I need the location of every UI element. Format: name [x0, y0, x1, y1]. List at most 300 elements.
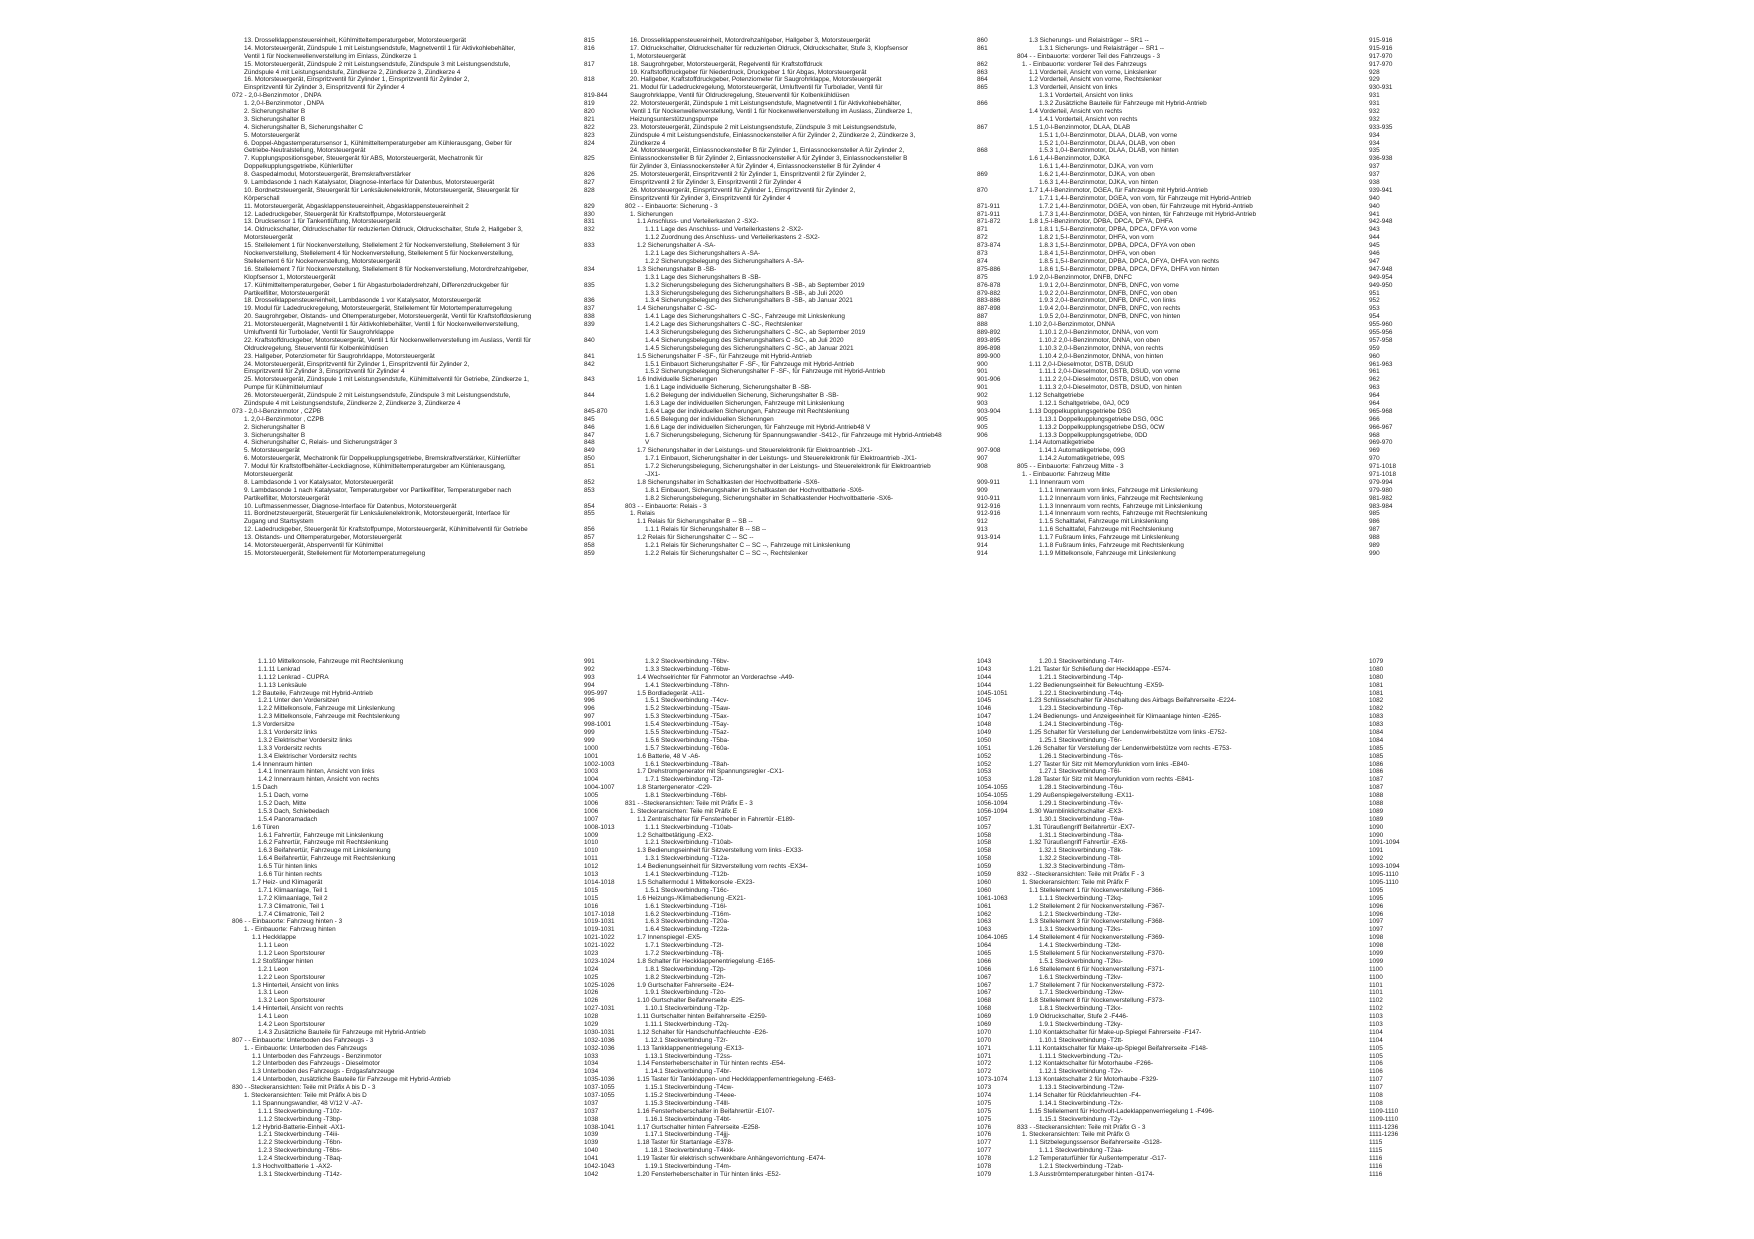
- toc-entry-page: 842: [584, 360, 595, 368]
- toc-entry-page: 873-874: [977, 242, 1001, 250]
- toc-entry-page: 995-997: [584, 689, 608, 697]
- toc-entry-page: 1103: [1369, 1020, 1383, 1028]
- toc-entry-page: 1032-1036: [584, 1044, 615, 1052]
- toc-entry-title: 1.8 Startergenerator -C29-: [637, 784, 712, 792]
- toc-entry: [1017, 187, 1417, 195]
- toc-entry-page: 822: [584, 123, 595, 131]
- toc-entry: [1017, 839, 1417, 847]
- toc-entry-page: 1043: [977, 665, 992, 673]
- toc-entry: [1017, 1171, 1417, 1179]
- toc-entry-page: 1111-1236: [1369, 1131, 1399, 1139]
- toc-entry-page: 1080: [1369, 665, 1384, 673]
- toc-entry-page: 1043: [977, 658, 992, 665]
- toc-entry: [1017, 989, 1417, 997]
- toc-entry-page: 913: [977, 526, 988, 534]
- toc-entry-page: 820: [584, 108, 595, 116]
- toc-entry-title: 1. Steckeransichten: Teile mit Präfix A bis D: [244, 1091, 367, 1099]
- toc-entry-page: 1021-1022: [584, 942, 615, 950]
- toc-entry: [1017, 1155, 1417, 1163]
- toc-entry: [232, 526, 627, 534]
- toc-entry: [1017, 713, 1417, 721]
- toc-entry-title: 1.7.2 Klimaanlage, Teil 2: [258, 894, 328, 902]
- toc-entry-page: 954: [1369, 313, 1380, 321]
- toc-entry-page: 955-960: [1369, 321, 1393, 329]
- toc-entry: [1017, 61, 1417, 69]
- toc-entry-page: 893-895: [977, 336, 1001, 344]
- toc-entry-title: 2. Sicherungshalter B: [244, 108, 306, 116]
- toc-entry-page: 868: [977, 147, 988, 155]
- toc-entry: [1017, 234, 1417, 242]
- toc-entry-title: 1.1.1 Leon: [258, 942, 289, 950]
- toc-entry-page: 971-1018: [1369, 470, 1397, 478]
- toc-entry-title: 1.7.1 1,4-l-Benzinmotor, DGEA, von vorn, für Fahrzeuge mit Hybrid-Antrieb: [1039, 194, 1252, 202]
- toc-entry-page: 865: [977, 84, 988, 92]
- toc-entry-page: 901: [977, 384, 988, 392]
- toc-entry: [625, 713, 1020, 721]
- toc-entry: [232, 408, 627, 416]
- toc-entry: [232, 784, 627, 792]
- toc-entry-title: 1.17 Gurtschalter hinten Fahrerseite -E258-: [637, 1123, 761, 1131]
- toc-entry: [625, 376, 1020, 384]
- toc-entry-title: 1.1 Spannungswandler, 48 V/12 V -A7-: [252, 1099, 363, 1107]
- toc-entry-page: 874: [977, 257, 988, 265]
- toc-entry: [232, 1092, 627, 1100]
- toc-entry-title: 1.7 Sicherungshalter in der Leistungs- und Steuerelektronik für Elektroantrieb -JX1-: [637, 447, 873, 455]
- toc-entry-title: 1.2 Bauteile, Fahrzeuge mit Hybrid-Antrieb: [252, 689, 373, 697]
- toc-entry: [625, 368, 1020, 376]
- toc-entry: [625, 424, 1020, 432]
- toc-entry-title: 1.3.1 Leon: [258, 989, 289, 997]
- toc-entry-title: 1.10 2,0-l-Benzinmotor, DNNA: [1029, 321, 1115, 329]
- toc-entry-title: 1.2 Vorderteil, Ansicht von vorne, Rechtslenker: [1029, 76, 1162, 84]
- toc-entry: [625, 737, 1020, 745]
- toc-entry-title: 1.1.2 Steckverbindung -T3bp-: [258, 1115, 343, 1123]
- toc-entry-title: 1.32.3 Steckverbindung -T8m-: [1039, 863, 1125, 871]
- toc-entry-title: 26. Motorsteuergerät, Einspritzventil für Zylinder 1, Einspritzventil für Zylinder 2,: [630, 186, 856, 194]
- toc-entry-title: 13. Drucksensor 1 für Tankentlüftung, Motorsteuergerät: [244, 218, 401, 226]
- toc-entry-page: 1097: [1369, 926, 1384, 934]
- toc-entry-page: 833: [584, 242, 595, 250]
- toc-entry-page: 1077: [977, 1139, 992, 1147]
- toc-entry: [1017, 329, 1417, 337]
- toc-entry: [1017, 408, 1417, 416]
- toc-entry-page: 1019-1031: [584, 918, 615, 926]
- toc-entry: [232, 713, 627, 721]
- toc-entry-title: 1.25.1 Steckverbindung -T6r-: [1039, 736, 1122, 744]
- toc-entry: [1017, 1147, 1417, 1155]
- toc-entry-title: 1.2.2 Mittelkonsole, Fahrzeuge mit Linkslenkung: [258, 705, 395, 713]
- toc-entry: [1017, 100, 1417, 108]
- toc-entry-title: 1.21.1 Steckverbindung -T4p-: [1039, 673, 1124, 681]
- toc-entry: [625, 163, 1020, 171]
- toc-entry: [1017, 958, 1417, 966]
- toc-entry-title: 831 - -Steckeransichten: Teile mit Präfix E - 3: [625, 800, 753, 808]
- toc-entry-title: 1.9 Öldruckschalter, Stufe 2 -F446-: [1029, 1013, 1129, 1021]
- toc-entry: [232, 211, 627, 219]
- toc-entry: [1017, 171, 1417, 179]
- toc-entry-page: 1115: [1369, 1139, 1383, 1147]
- toc-entry: [625, 187, 1020, 195]
- toc-entry-title: 8. Lambdasonde 1 vor Katalysator, Motorsteuergerät: [244, 478, 394, 486]
- toc-entry: [232, 1005, 627, 1013]
- toc-entry-page: 823: [584, 131, 595, 139]
- toc-entry-page: 1059: [977, 871, 992, 879]
- toc-entry-page: 940: [1369, 202, 1380, 210]
- toc-entry-page: 1079: [977, 1170, 992, 1178]
- toc-entry-page: 915-916: [1369, 37, 1393, 44]
- toc-entry-page: 1050: [977, 736, 992, 744]
- toc-entry-title: 6. Doppel-Abgastemperatursensor 1, Kühlmitteltemperaturgeber am Kühlerausgang, Geber für: [244, 139, 512, 147]
- toc-entry: [625, 966, 1020, 974]
- toc-entry: [232, 887, 627, 895]
- toc-entry: [232, 1116, 627, 1124]
- toc-entry-page: 1078: [977, 1163, 992, 1170]
- toc-entry: [625, 1116, 1020, 1124]
- toc-entry-page: 936-938: [1369, 155, 1393, 163]
- toc-entry-page: 1047: [977, 713, 992, 721]
- toc-entry: [1017, 1060, 1417, 1068]
- toc-entry-title: 1.2.2 Leon Sportstourer: [258, 973, 326, 981]
- toc-entry-page: 1071: [977, 1044, 992, 1052]
- toc-entry-page: 1016: [584, 902, 599, 910]
- toc-entry-title: 1.3 Hinterteil, Ansicht von links: [252, 981, 339, 989]
- toc-entry-title: 833 - -Steckeransichten: Teile mit Präfix G - 3: [1017, 1123, 1146, 1131]
- toc-entry: [232, 329, 627, 337]
- toc-entry-title: 1.1.1 Lage des Anschluss- und Verteilerkastens 2 -SX2-: [645, 226, 804, 234]
- toc-entry-title: 1.14.2 Automatikgetriebe, 09S: [1039, 455, 1125, 463]
- toc-entry-title: 1.7 Drehstromgenerator mit Spannungsregler -CX1-: [637, 768, 785, 776]
- toc-entry-title: 1.1.4 Innenraum vorn rechts, Fahrzeuge mit Rechtslenkung: [1039, 510, 1208, 518]
- toc-entry-title: 1.5 Sicherungshalter F -SF-, für Fahrzeuge mit Hybrid-Antrieb: [637, 352, 812, 360]
- toc-entry-title: 807 - - Einbauorte: Unterboden des Fahrzeugs - 3: [232, 1036, 374, 1044]
- toc-entry: [625, 211, 1020, 219]
- toc-entry: [625, 800, 1020, 808]
- toc-entry: [232, 534, 627, 542]
- toc-entry-page: 1074: [977, 1091, 992, 1099]
- toc-entry: [232, 1100, 627, 1108]
- toc-entry-title: Getriebe-Neutralstellung, Motorsteuergerät: [244, 147, 366, 155]
- toc-entry-title: Partikelfilter, Motorsteuergerät: [244, 289, 330, 297]
- toc-entry: [1017, 682, 1417, 690]
- toc-entry-page: 1040: [584, 1147, 599, 1155]
- toc-entry-title: 1.17.1 Steckverbindung -T4jjj-: [645, 1131, 730, 1139]
- toc-entry: [1017, 705, 1417, 713]
- toc-entry-title: 1.10.3 2,0-l-Benzinmotor, DNNA, von rechts: [1039, 344, 1164, 352]
- toc-entry: [625, 911, 1020, 919]
- toc-entry-title: 1.6 1,4-l-Benzinmotor, DJKA: [1029, 155, 1110, 163]
- toc-entry-page: 1084: [1369, 729, 1384, 737]
- toc-entry-page: 965-968: [1369, 407, 1393, 415]
- toc-entry-title: 1.8 Sicherungshalter im Schaltkasten der Hochvoltbatterie -SX6-: [637, 478, 820, 486]
- toc-entry: [625, 108, 1020, 116]
- toc-entry-page: 934: [1369, 139, 1380, 147]
- toc-entry-page: 945: [1369, 242, 1380, 250]
- toc-entry-title: 1.15 Taster für Tankklappen- und Heckklappenfernentriegelung -E463-: [637, 1076, 836, 1084]
- toc-entry: [625, 1084, 1020, 1092]
- toc-entry: [625, 1147, 1020, 1155]
- toc-entry-page: 832: [584, 226, 595, 234]
- toc-entry-title: 1.1.1 Steckverbindung -T2kq-: [1039, 894, 1123, 902]
- toc-entry-title: Heizungsunterstützungspumpe: [630, 115, 719, 123]
- toc-column-top-1: [232, 37, 627, 582]
- toc-entry: [232, 439, 627, 447]
- toc-entry-page: 1104: [1369, 1036, 1383, 1044]
- toc-entry-title: Motorsteuergerät: [244, 234, 293, 242]
- toc-entry-page: 1107: [1369, 1076, 1383, 1084]
- toc-entry-title: 1.4 Wechselrichter für Fahrmotor an Vorderachse -A49-: [637, 673, 795, 681]
- toc-entry-page: 901: [977, 368, 988, 376]
- toc-entry: [232, 171, 627, 179]
- toc-entry: [1017, 416, 1417, 424]
- toc-entry-page: 1006: [584, 800, 599, 808]
- toc-entry-title: 1.4.1 Leon: [258, 1013, 289, 1021]
- toc-entry-title: 1.2.2 Relais für Sicherungshalter C -- SC --, Rechtslenker: [645, 549, 808, 557]
- toc-entry-page: 1034: [584, 1060, 599, 1068]
- toc-entry: [1017, 203, 1417, 211]
- toc-entry: [625, 1037, 1020, 1045]
- toc-entry-title: 1.13.1 Steckverbindung -T2w-: [1039, 1084, 1125, 1092]
- toc-entry: [232, 871, 627, 879]
- toc-entry-title: 1. - Einbauorte: Unterboden des Fahrzeugs: [244, 1044, 367, 1052]
- toc-entry: [1017, 424, 1417, 432]
- toc-entry-page: 1089: [1369, 807, 1384, 815]
- toc-entry: [625, 345, 1020, 353]
- toc-entry-page: 953: [1369, 305, 1380, 313]
- toc-entry: [625, 471, 1020, 479]
- toc-entry-page: 1061: [977, 902, 992, 910]
- toc-entry-page: 991: [584, 658, 595, 665]
- toc-entry-title: 1.8.1 Steckverbindung -T2p-: [645, 965, 726, 973]
- toc-entry-title: 1.6.4 Steckverbindung -T22a-: [645, 926, 730, 934]
- toc-entry-page: 987: [1369, 526, 1380, 534]
- toc-entry-page: 1038: [584, 1115, 599, 1123]
- toc-entry: [625, 147, 1020, 155]
- toc-entry-title: 1.5.4 Steckverbindung -T5ay-: [645, 721, 729, 729]
- toc-entry: [1017, 753, 1417, 761]
- toc-entry-page: 863: [977, 68, 988, 76]
- toc-entry: [625, 69, 1020, 77]
- toc-entry: [1017, 903, 1417, 911]
- toc-entry-title: 1.3 Vordersitze: [252, 721, 295, 729]
- toc-entry-title: 1.15.2 Steckverbindung -T4eee-: [645, 1091, 737, 1099]
- toc-entry-title: 1, Motorsteuergerät: [630, 52, 686, 60]
- toc-entry-title: 1.12.1 Steckverbindung -T2r-: [645, 1036, 728, 1044]
- toc-entry: [232, 690, 627, 698]
- toc-entry-title: 1.6.3 Steckverbindung -T20a-: [645, 918, 730, 926]
- toc-entry: [1017, 926, 1417, 934]
- toc-entry-title: 1.14.1 Steckverbindung -T2x-: [1039, 1099, 1123, 1107]
- toc-entry: [625, 37, 1020, 45]
- toc-entry-title: 1.6.2 Steckverbindung -T16m-: [645, 910, 731, 918]
- toc-entry-title: 1.8.5 1,5-l-Benzinmotor, DPBA, DPCA, DFYA, DHFA von rechts: [1039, 257, 1219, 265]
- toc-entry-page: 1115: [1369, 1147, 1383, 1155]
- toc-entry-title: 1.4.2 Lage des Sicherungshalters C -SC-, Rechtslenker: [645, 321, 803, 329]
- toc-entry: [232, 903, 627, 911]
- toc-entry-title: 1.28.1 Steckverbindung -T6u-: [1039, 784, 1124, 792]
- toc-entry: [232, 179, 627, 187]
- toc-entry-title: 1.6.1 1,4-l-Benzinmotor, DJKA, von vorn: [1039, 163, 1154, 171]
- toc-entry-title: 1.8.1 Steckverbindung -T6bl-: [645, 792, 728, 800]
- toc-entry-title: 1.2.1 Lage des Sicherungshalters A -SA-: [645, 250, 761, 258]
- toc-entry: [232, 958, 627, 966]
- toc-entry-title: 1.5 Bordladegerät -A11-: [637, 689, 705, 697]
- toc-entry-page: 907: [977, 455, 988, 463]
- toc-entry-title: 1.7.1 Steckverbindung -T2l-: [645, 776, 724, 784]
- toc-entry: [232, 1171, 627, 1179]
- toc-entry-title: 1. - Einbauorte: Fahrzeug hinten: [244, 926, 336, 934]
- toc-entry-title: 1.2 Temperaturfühler für Außentemperatur -G17-: [1029, 1155, 1167, 1163]
- toc-entry: [232, 305, 627, 313]
- toc-entry-title: 1.1.2 Innenraum vorn links, Fahrzeuge mit Rechtslenkung: [1039, 494, 1203, 502]
- toc-entry-page: 1063: [977, 918, 992, 926]
- toc-entry: [625, 282, 1020, 290]
- toc-entry-page: 1034: [584, 1068, 599, 1076]
- toc-entry-page: 909: [977, 486, 988, 494]
- toc-entry-title: Motorsteuergerät: [244, 470, 293, 478]
- toc-entry-page: 834: [584, 265, 595, 273]
- toc-entry-page: 902: [977, 392, 988, 400]
- toc-entry-title: 1.21 Taster für Schließung der Heckklappe -E574-: [1029, 665, 1171, 673]
- toc-entry: [1017, 503, 1417, 511]
- toc-entry: [625, 1092, 1020, 1100]
- toc-entry-title: 1.3.1 Steckverbindung -T14z-: [258, 1170, 342, 1178]
- toc-entry-title: 806 - - Einbauorte: Fahrzeug hinten - 3: [232, 918, 343, 926]
- toc-entry-title: 1.1.1 Innenraum vorn links, Fahrzeuge mit Linkslenkung: [1039, 486, 1198, 494]
- toc-entry-page: 862: [977, 60, 988, 68]
- toc-entry-title: 1.1.1 Steckverbindung -T10ab-: [645, 823, 733, 831]
- toc-entry: [232, 297, 627, 305]
- toc-entry: [1017, 863, 1417, 871]
- toc-entry: [1017, 250, 1417, 258]
- toc-entry: [625, 542, 1020, 550]
- toc-entry-title: 1.3.2 Zusätzliche Bauteile für Fahrzeuge mit Hybrid-Antrieb: [1039, 100, 1207, 108]
- toc-entry-page: 1007: [584, 815, 599, 823]
- toc-entry-page: 1060: [977, 878, 992, 886]
- toc-entry-title: 1.25 Schalter für Verstellung der Lendenwirbelstütze vorn links -E752-: [1029, 729, 1227, 737]
- toc-entry-page: 1068: [977, 997, 992, 1005]
- toc-entry-title: 1.24.1 Steckverbindung -T6g-: [1039, 721, 1124, 729]
- toc-entry: [1017, 368, 1417, 376]
- toc-entry-title: 15. Motorsteuergerät, Stellelement für Motortemperaturregelung: [244, 549, 426, 557]
- toc-entry-title: 1.13 Doppelkupplungsgetriebe DSG: [1029, 407, 1132, 415]
- toc-entry: [1017, 997, 1417, 1005]
- toc-entry-page: 1086: [1369, 760, 1384, 768]
- toc-entry: [1017, 195, 1417, 203]
- toc-entry-page: 1052: [977, 752, 992, 760]
- toc-entry-title: 1.13.1 Steckverbindung -T2ss-: [645, 1052, 733, 1060]
- toc-entry-title: 9. Lambdasonde 1 nach Katalysator, Temperaturgeber vor Partikelfilter, Temperaturgeber nach: [244, 486, 512, 494]
- toc-entry: [1017, 982, 1417, 990]
- toc-entry: [1017, 800, 1417, 808]
- toc-entry: [232, 966, 627, 974]
- toc-entry-title: 1.3.1 Steckverbindung -T12a-: [645, 855, 730, 863]
- toc-entry-page: 1001: [584, 752, 599, 760]
- toc-entry-title: 1.9.2 2,0-l-Benzinmotor, DNFB, DNFC, von oben: [1039, 289, 1178, 297]
- toc-entry-page: 1037: [584, 1099, 599, 1107]
- toc-entry: [1017, 934, 1417, 942]
- toc-entry-page: 909-911: [977, 478, 1000, 486]
- toc-entry: [232, 808, 627, 816]
- toc-entry-title: 1.14.1 Automatikgetriebe, 09G: [1039, 447, 1126, 455]
- toc-entry-page: 962: [1369, 376, 1380, 384]
- toc-entry-page: 872: [977, 234, 988, 242]
- toc-entry-page: 1106: [1369, 1068, 1383, 1076]
- toc-entry: [625, 400, 1020, 408]
- toc-entry-title: 803 - - Einbauorte: Relais - 3: [625, 502, 707, 510]
- toc-entry-title: 1.7.1 Einbauort, Sicherungshalter in der Leistungs- und Steuerelektronik für Elektroantrieb -JX1-: [645, 455, 917, 463]
- toc-entry-title: 1.6.6 Tür hinten rechts: [258, 871, 322, 879]
- toc-entry-page: 1056-1094: [977, 807, 1008, 815]
- toc-entry: [232, 1060, 627, 1068]
- toc-entry-page: 1116: [1369, 1170, 1383, 1178]
- toc-entry: [232, 942, 627, 950]
- toc-entry-title: 1.16.1 Steckverbindung -T4bt-: [645, 1115, 731, 1123]
- toc-entry-title: 1.2 Stellelement 2 für Nockenverstellung -F367-: [1029, 902, 1165, 910]
- toc-entry: [625, 274, 1020, 282]
- toc-entry-page: 1095: [1369, 894, 1384, 902]
- toc-entry-page: 955-956: [1369, 328, 1393, 336]
- toc-entry-title: 1.1.6 Schalttafel, Fahrzeuge mit Rechtslenkung: [1039, 526, 1174, 534]
- toc-entry-title: 1.4.5 Sicherungsbelegung des Sicherungshalters C -SC-, ab Januar 2021: [645, 344, 854, 352]
- toc-entry: [232, 1155, 627, 1163]
- toc-entry-title: 24. Motorsteuergerät, Einlassnockensteller B für Zylinder 1, Einlassnockensteller A für Zylinder 2,: [630, 147, 905, 155]
- toc-entry-page: 1015: [584, 886, 599, 894]
- toc-entry-title: 1.30 Warnblinklichtschalter -EX3-: [1029, 807, 1124, 815]
- toc-entry-title: -JX1-: [645, 470, 661, 478]
- toc-entry: [625, 768, 1020, 776]
- toc-entry-title: Öldruckregelung, Steuerventil für Kolbenkühldüsen: [244, 344, 389, 352]
- toc-entry-title: 1.2 Hybrid-Batterie-Einheit -AX1-: [252, 1123, 346, 1131]
- toc-entry: [625, 140, 1020, 148]
- toc-entry: [625, 439, 1020, 447]
- toc-entry-title: 1.6 Heizungs-/Klimabedienung -EX21-: [637, 894, 746, 902]
- toc-entry: [232, 658, 627, 666]
- toc-entry: [1017, 824, 1417, 832]
- toc-entry-page: 913-914: [977, 534, 1001, 542]
- toc-entry-title: 1.4.1 Steckverbindung -T2kt-: [1039, 942, 1122, 950]
- toc-entry: [1017, 737, 1417, 745]
- toc-entry-title: 1.20.1 Steckverbindung -T4rr-: [1039, 658, 1124, 665]
- toc-entry-page: 1023-1024: [584, 957, 615, 965]
- toc-entry-page: 994: [584, 681, 595, 689]
- toc-entry-page: 864: [977, 76, 988, 84]
- toc-entry-page: 981-982: [1369, 494, 1393, 502]
- toc-entry-title: 1.18 Taster für Startanlage -E378-: [637, 1139, 734, 1147]
- toc-entry: [232, 116, 627, 124]
- toc-entry: [1017, 92, 1417, 100]
- toc-entry-title: 4. Sicherungshalter C, Relais- und Sicherungsträger 3: [244, 439, 398, 447]
- toc-column-top-2: [625, 37, 1020, 582]
- toc-entry-page: 932: [1369, 108, 1380, 116]
- toc-entry: [1017, 847, 1417, 855]
- toc-entry-page: 1017-1018: [584, 910, 615, 918]
- toc-entry-title: 1.1.1 Relais für Sicherungshalter B -- SB --: [645, 526, 767, 534]
- toc-entry-title: 1.1 Innenraum vorn: [1029, 478, 1085, 486]
- toc-entry: [232, 974, 627, 982]
- toc-entry: [625, 989, 1020, 997]
- toc-entry: [232, 92, 627, 100]
- toc-entry-page: 815: [584, 37, 595, 44]
- toc-entry-title: 1.3 Stellelement 3 für Nockenverstellung -F368-: [1029, 918, 1165, 926]
- toc-entry-title: Einlassnockensteller B für Zylinder 2, Einlassnockensteller A für Zylinder 3, Einlassnockensteller B: [630, 155, 908, 163]
- toc-entry: [1017, 855, 1417, 863]
- toc-entry-page: 1092: [1369, 855, 1384, 863]
- toc-entry: [1017, 1005, 1417, 1013]
- toc-entry: [232, 518, 627, 526]
- toc-entry: [625, 337, 1020, 345]
- toc-entry: [625, 155, 1020, 163]
- toc-entry: [1017, 384, 1417, 392]
